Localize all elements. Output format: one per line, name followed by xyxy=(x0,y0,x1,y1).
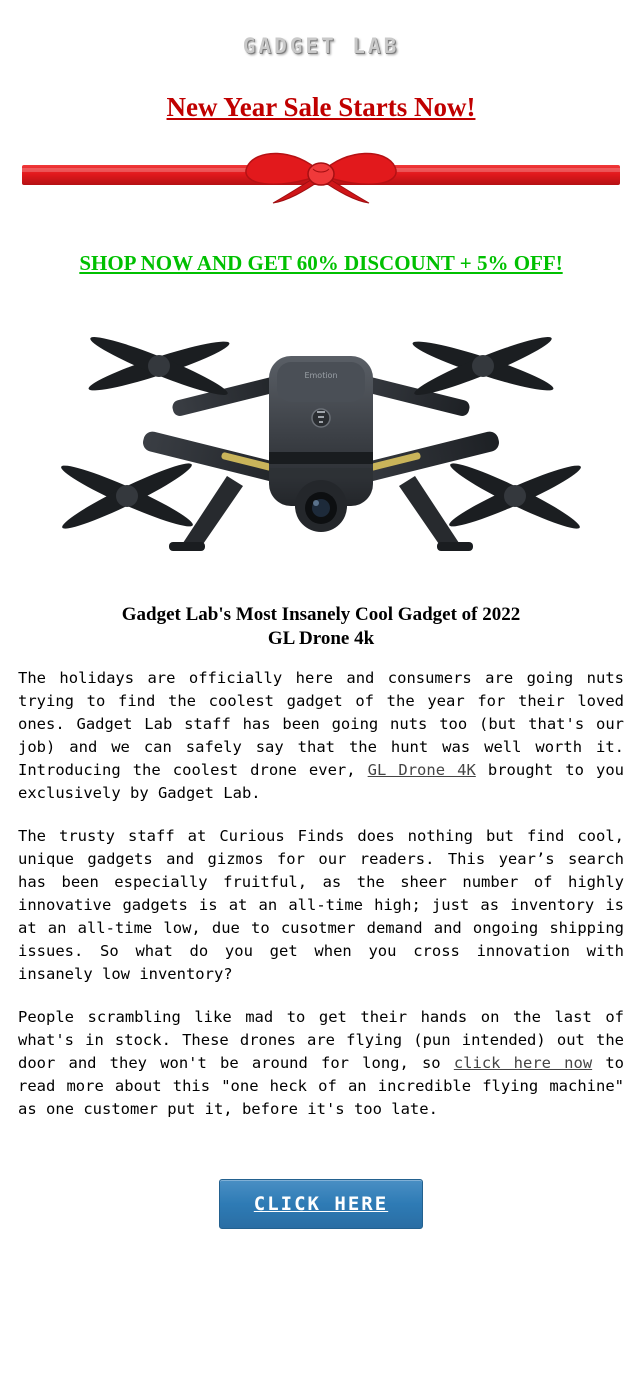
brand-header xyxy=(0,0,642,64)
offer-section xyxy=(0,233,642,290)
svg-text:Emotion: Emotion xyxy=(304,371,338,380)
paragraph-1-text-b: brought to you exclusively by Gadget Lab. xyxy=(18,761,624,802)
headline-section xyxy=(0,64,642,133)
paragraph-3-text-b: to read more about this "one heck of an incredible flying machine" as one customer put it, before it's too late. xyxy=(18,1054,624,1118)
ribbon-banner xyxy=(0,133,642,233)
paragraph-3-text-a: People scrambling like mad to get their hands on the last of what's in stock. These drones are flying (pun intended) out the door and they won't be around for long, so xyxy=(18,1008,624,1072)
click-here-button[interactable]: CLICK HERE xyxy=(219,1179,423,1229)
gl-drone-link[interactable]: GL Drone 4K xyxy=(367,761,476,779)
product-heading xyxy=(0,603,642,651)
page-title: New Year Sale Starts Now! xyxy=(166,92,476,122)
paragraph-3 xyxy=(18,1006,624,1121)
paragraph-1-text-a: The holidays are officially here and consumers are going nuts trying to find the coolest gadget of the year for their loved ones. Gadget Lab staff has been going nuts too (but that's our job) and we can safely say that the hunt was well worth it. Introducing the coolest drone ever, xyxy=(18,669,624,779)
product-heading-line2: GL Drone 4k xyxy=(267,628,375,649)
brand-logo-text: GADGET LAB xyxy=(242,34,400,58)
body-copy xyxy=(0,651,642,1121)
drone-illustration xyxy=(31,300,611,580)
cta-section xyxy=(0,1141,642,1257)
offer-link[interactable]: SHOP NOW AND GET 60% DISCOUNT + 5% OFF! xyxy=(79,251,563,275)
product-heading-line1: Gadget Lab's Most Insanely Cool Gadget of 2022 xyxy=(121,604,521,625)
product-image[interactable] xyxy=(0,290,642,603)
paragraph-2: The trusty staff at Curious Finds does nothing but find cool, unique gadgets and gizmos for our readers. This year’s search has been especially fruitful, as the sheer number of highly innovative gadgets is at an all-time high; just as inventory is at an all-time low, due to cusotmer demand and ongoing shipping issues. So what do you get when you cross innovation with insanely low inventory? xyxy=(18,827,624,983)
click-here-now-link[interactable]: click here now xyxy=(453,1054,593,1072)
ribbon-bow-icon xyxy=(221,143,421,210)
paragraph-1 xyxy=(18,667,624,805)
